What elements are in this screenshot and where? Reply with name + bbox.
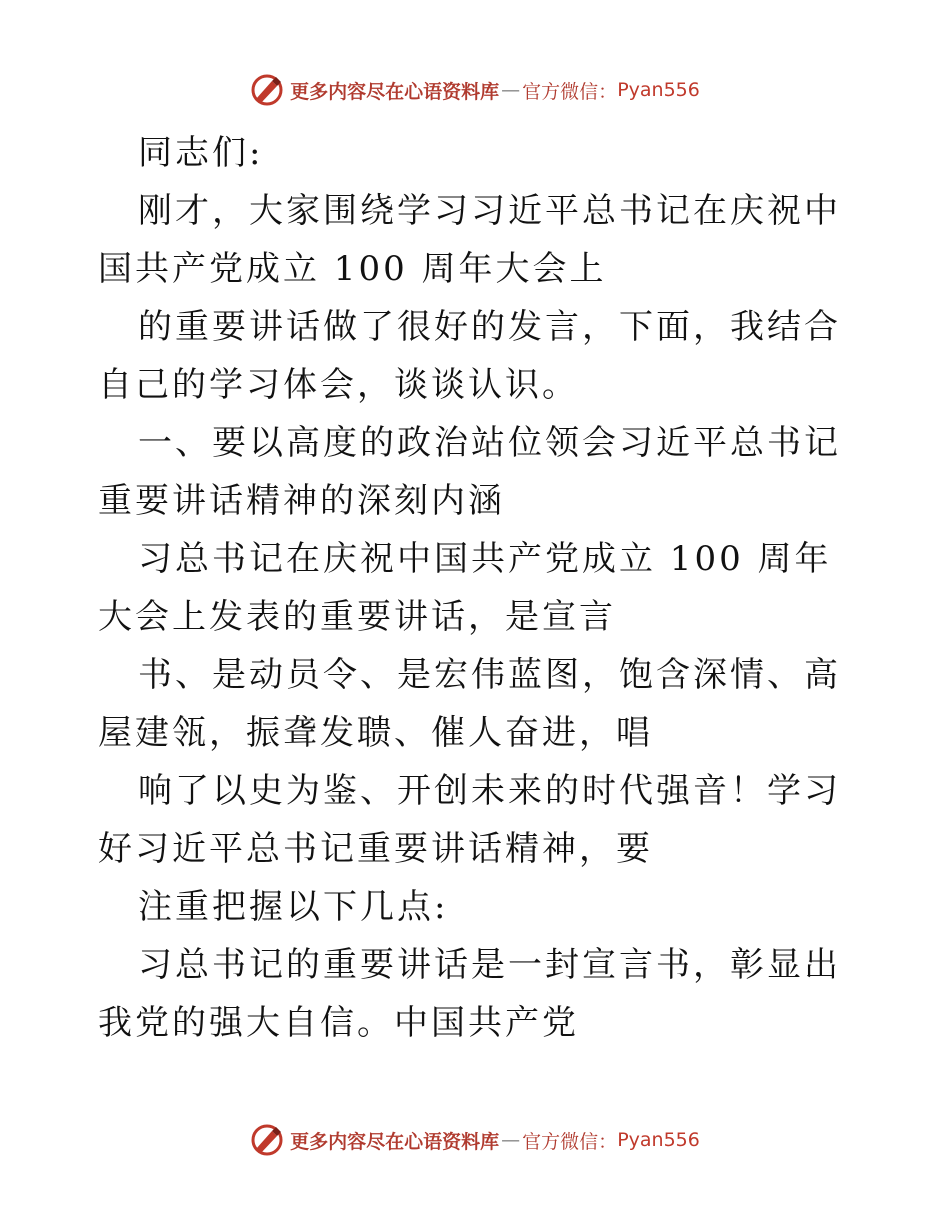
paragraph: 注重把握以下几点: (138, 887, 449, 927)
pen-logo-icon (250, 1123, 284, 1157)
banner-official: 官方微信 (522, 80, 599, 103)
banner-dash: — (501, 79, 521, 101)
banner-official: 官方微信 (522, 1130, 599, 1153)
paragraph-salutation: 同志们: (138, 133, 264, 173)
document-body (98, 124, 852, 1052)
banner-brand: 更多内容尽在心语资料库 (290, 80, 500, 103)
banner-colon: ： (598, 80, 618, 103)
pen-logo-icon (250, 73, 284, 107)
paragraph: 书、是动员令、是宏伟蓝图，饱含深情、高屋建瓴，振聋发聩、催人奋进，唱 (98, 655, 841, 753)
paragraph: 习总书记在庆祝中国共产党成立 100 周年大会上发表的重要讲话，是宣言 (98, 539, 832, 637)
banner-dash: — (501, 1129, 521, 1151)
banner-wechat-id: Pyan556 (617, 79, 700, 101)
header-banner (0, 70, 950, 110)
paragraph: 习总书记的重要讲话是一封宣言书，彰显出我党的强大自信。中国共产党 (98, 945, 841, 1043)
paragraph: 刚才，大家围绕学习习近平总书记在庆祝中国共产党成立 100 周年大会上 (98, 191, 841, 289)
paragraph: 的重要讲话做了很好的发言，下面，我结合自己的学习体会，谈谈认识。 (98, 307, 841, 405)
banner-wechat-id: Pyan556 (617, 1129, 700, 1151)
footer-banner (0, 1120, 950, 1160)
paragraph: 响了以史为鉴、开创未来的时代强音！学习好习近平总书记重要讲话精神，要 (98, 771, 841, 869)
banner-colon: ： (598, 1130, 618, 1153)
banner-brand: 更多内容尽在心语资料库 (290, 1130, 500, 1153)
section-heading: 一、要以高度的政治站位领会习近平总书记重要讲话精神的深刻内涵 (98, 423, 841, 521)
